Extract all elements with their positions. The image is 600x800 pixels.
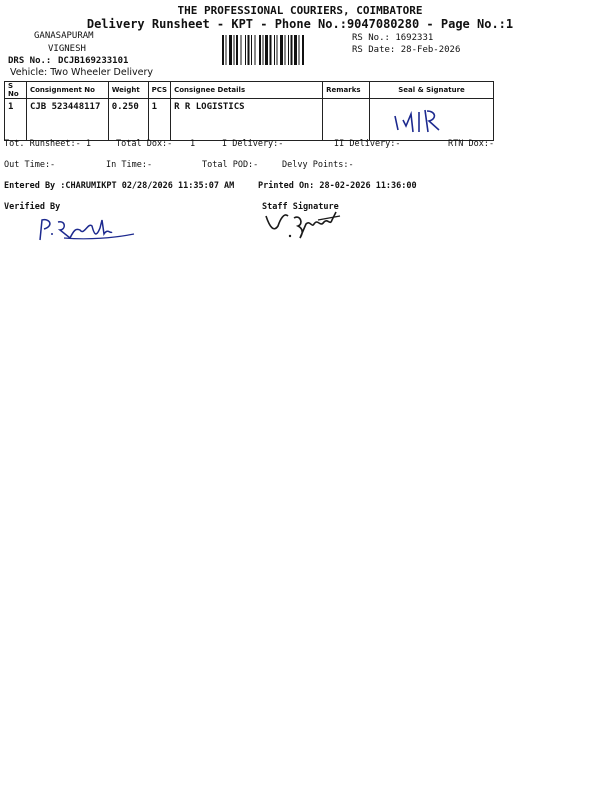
printed-on: Printed On: 28-02-2026 11:36:00: [258, 181, 417, 191]
drs-label: DRS No.:: [8, 56, 52, 66]
rtn-dox: RTN Dox:-: [448, 139, 495, 149]
delivery-points: Delvy Points:-: [282, 160, 354, 170]
rs-number: RS No.: 1692331: [352, 33, 434, 43]
rs-date: RS Date: 28-Feb-2026: [352, 45, 461, 55]
barcode-graphic: [222, 35, 350, 65]
remarks-cell: [323, 99, 370, 141]
table-row: [5, 99, 494, 141]
ii-delivery: II Delivery:-: [334, 139, 401, 149]
verified-by-label: Verified By: [4, 202, 61, 212]
runsheet-table: [4, 81, 494, 141]
column-header: PCS: [148, 82, 170, 99]
seal-signature-cell: [370, 99, 494, 141]
total-pod: Total POD:-: [202, 160, 259, 170]
document-title: THE PROFESSIONAL COURIERS, COIMBATORE: [177, 4, 423, 17]
column-header: Weight: [108, 82, 148, 99]
staff-signature: [258, 206, 350, 246]
i-delivery: I Delivery:-: [222, 139, 284, 149]
area-name: GANASAPURAM: [34, 31, 94, 41]
total-dox-label: Total Dox:-: [116, 139, 173, 149]
table-header-row: [5, 82, 494, 99]
column-header: Consignee Details: [171, 82, 323, 99]
consignee-cell: R R LOGISTICS: [171, 99, 323, 141]
recipient-signature: [373, 102, 483, 136]
verifier-signature: [36, 214, 140, 248]
total-dox-value: 1: [190, 139, 196, 149]
total-runsheet: Tot. Runsheet:- 1: [4, 139, 91, 149]
drs-number: DCJB169233101: [58, 56, 129, 66]
column-header: Consignment No: [26, 82, 108, 99]
consignment-number-cell: CJB 523448117: [26, 99, 108, 141]
staff-signature-label: Staff Signature: [262, 202, 339, 212]
pcs-cell: 1: [148, 99, 170, 141]
column-header: Seal & Signature: [370, 82, 494, 99]
vehicle-type: Vehicle: Two Wheeler Delivery: [10, 67, 153, 78]
entered-by: Entered By :CHARUMIKPT 02/28/2026 11:35:07 AM: [4, 181, 235, 191]
in-time: In Time:-: [106, 160, 153, 170]
weight-cell: 0.250: [108, 99, 148, 141]
out-time: Out Time:-: [4, 160, 56, 170]
column-header: Remarks: [323, 82, 370, 99]
column-header: S No: [5, 82, 27, 99]
serial-number-cell: 1: [5, 99, 27, 141]
staff-name: VIGNESH: [48, 44, 86, 54]
document-subtitle: Delivery Runsheet - KPT - Phone No.:9047080280 - Page No.:1: [86, 17, 514, 31]
